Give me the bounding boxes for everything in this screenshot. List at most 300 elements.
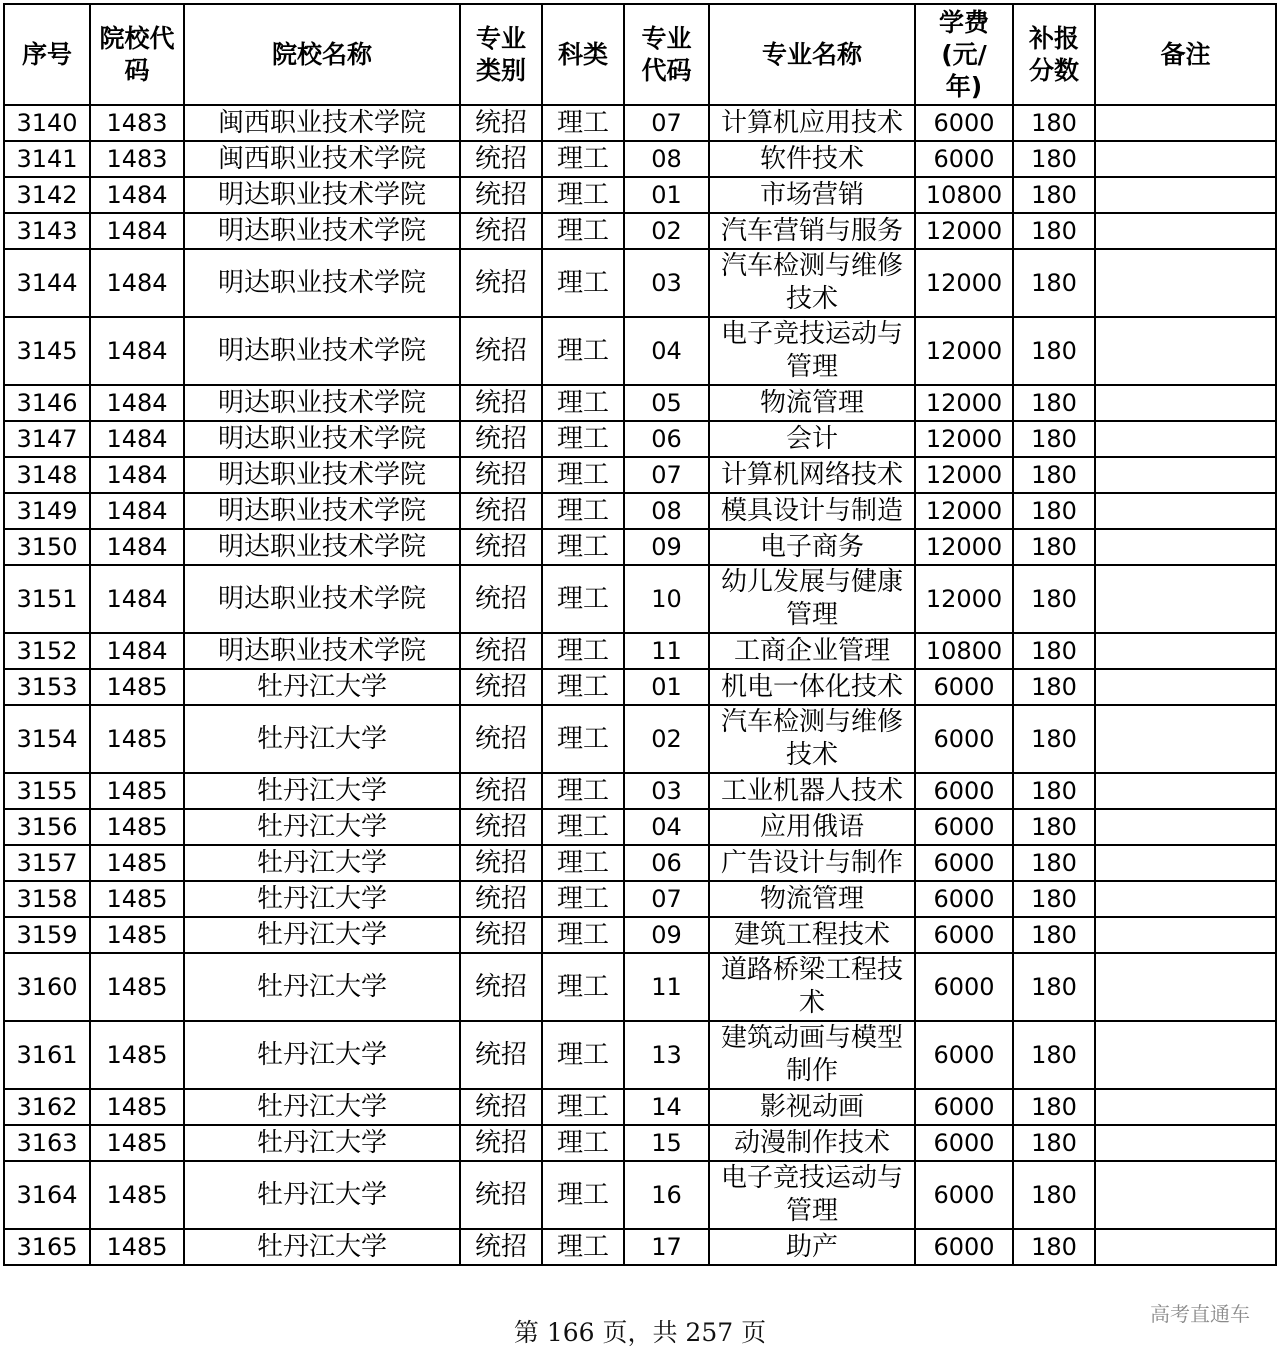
- subject-cell: 理工: [542, 845, 624, 881]
- note-cell: [1095, 1161, 1276, 1229]
- major-name-line: 管理: [785, 600, 838, 630]
- header-category: [460, 4, 542, 105]
- major-name-line: 技术: [785, 284, 838, 314]
- score-cell: 180: [1013, 1089, 1095, 1125]
- school-name-cell: 明达职业技术学院: [184, 421, 460, 457]
- tuition-cell: 6000: [915, 917, 1013, 953]
- category-cell: 统招: [460, 705, 542, 773]
- note-cell: [1095, 317, 1276, 385]
- tuition-cell: 6000: [915, 773, 1013, 809]
- school-name-cell: 明达职业技术学院: [184, 213, 460, 249]
- major-name-line: 计算机应用技术: [720, 107, 903, 138]
- major-code-cell: 04: [624, 317, 709, 385]
- category-cell: 统招: [460, 953, 542, 1021]
- table-row: [4, 773, 1276, 809]
- score-cell: 180: [1013, 917, 1095, 953]
- header-seq: 序号: [4, 4, 90, 105]
- major-name-cell: [709, 493, 915, 529]
- school-code-cell: 1484: [90, 457, 184, 493]
- table-row: [4, 1161, 1276, 1229]
- school-code-cell: 1484: [90, 249, 184, 317]
- major-name-line: 幼儿发展与健康: [720, 567, 903, 597]
- seq-cell: 3149: [4, 493, 90, 529]
- major-code-cell: 09: [624, 529, 709, 565]
- header-line: 学费: [938, 7, 989, 37]
- major-name-line: 应用俄语: [759, 811, 864, 842]
- tuition-cell: 12000: [915, 385, 1013, 421]
- major-name-line: 管理: [785, 352, 838, 382]
- subject-cell: 理工: [542, 1089, 624, 1125]
- major-name-cell: [709, 421, 915, 457]
- school-name-cell: 明达职业技术学院: [184, 177, 460, 213]
- table-row: [4, 493, 1276, 529]
- school-name-cell: 牡丹江大学: [184, 809, 460, 845]
- note-cell: [1095, 953, 1276, 1021]
- category-cell: 统招: [460, 457, 542, 493]
- major-name-line: 工业机器人技术: [720, 775, 903, 806]
- score-cell: 180: [1013, 845, 1095, 881]
- major-name-cell: [709, 565, 915, 633]
- subject-cell: 理工: [542, 565, 624, 633]
- tuition-cell: 6000: [915, 705, 1013, 773]
- seq-cell: 3160: [4, 953, 90, 1021]
- school-code-cell: 1485: [90, 1125, 184, 1161]
- major-name-line: 技术: [785, 740, 838, 770]
- seq-cell: 3157: [4, 845, 90, 881]
- category-cell: 统招: [460, 633, 542, 669]
- school-name-cell: 明达职业技术学院: [184, 493, 460, 529]
- header-line: 分数: [1028, 55, 1079, 85]
- major-name-line: 助产: [785, 1231, 838, 1262]
- score-cell: 180: [1013, 1229, 1095, 1265]
- subject-cell: 理工: [542, 457, 624, 493]
- seq-cell: 3150: [4, 529, 90, 565]
- table-row: [4, 565, 1276, 633]
- note-cell: [1095, 1125, 1276, 1161]
- school-name-cell: 明达职业技术学院: [184, 565, 460, 633]
- note-cell: [1095, 1229, 1276, 1265]
- school-name-cell: 明达职业技术学院: [184, 529, 460, 565]
- category-cell: 统招: [460, 317, 542, 385]
- seq-cell: 3155: [4, 773, 90, 809]
- major-code-cell: 17: [624, 1229, 709, 1265]
- tuition-cell: 6000: [915, 669, 1013, 705]
- major-name-line: 汽车检测与维修: [720, 707, 903, 737]
- table-row: [4, 917, 1276, 953]
- admissions-table: [3, 3, 1277, 1266]
- score-cell: 180: [1013, 105, 1095, 141]
- header-row: [4, 4, 1276, 105]
- major-name-cell: [709, 317, 915, 385]
- table-row: [4, 141, 1276, 177]
- seq-cell: 3140: [4, 105, 90, 141]
- major-code-cell: 08: [624, 493, 709, 529]
- header-line: 码: [124, 55, 150, 85]
- school-name-cell: 牡丹江大学: [184, 845, 460, 881]
- school-code-cell: 1485: [90, 669, 184, 705]
- subject-cell: 理工: [542, 1229, 624, 1265]
- header-line: 类别: [475, 55, 526, 85]
- category-cell: 统招: [460, 809, 542, 845]
- school-code-cell: 1484: [90, 493, 184, 529]
- subject-cell: 理工: [542, 809, 624, 845]
- school-code-cell: 1483: [90, 105, 184, 141]
- tuition-cell: 6000: [915, 809, 1013, 845]
- major-code-cell: 11: [624, 633, 709, 669]
- category-cell: 统招: [460, 845, 542, 881]
- school-code-cell: 1484: [90, 421, 184, 457]
- subject-cell: 理工: [542, 213, 624, 249]
- score-cell: 180: [1013, 633, 1095, 669]
- school-code-cell: 1484: [90, 317, 184, 385]
- seq-cell: 3163: [4, 1125, 90, 1161]
- header-line: (元/: [941, 39, 987, 69]
- school-code-cell: 1485: [90, 917, 184, 953]
- tuition-cell: 12000: [915, 317, 1013, 385]
- major-code-cell: 13: [624, 1021, 709, 1089]
- table-row: [4, 1229, 1276, 1265]
- score-cell: 180: [1013, 1161, 1095, 1229]
- seq-cell: 3156: [4, 809, 90, 845]
- school-code-cell: 1484: [90, 177, 184, 213]
- major-name-line: 动漫制作技术: [733, 1127, 890, 1158]
- score-cell: 180: [1013, 177, 1095, 213]
- header-score: [1013, 4, 1095, 105]
- school-name-cell: 牡丹江大学: [184, 953, 460, 1021]
- category-cell: 统招: [460, 1229, 542, 1265]
- seq-cell: 3144: [4, 249, 90, 317]
- table-row: [4, 421, 1276, 457]
- score-cell: 180: [1013, 457, 1095, 493]
- major-name-cell: [709, 177, 915, 213]
- major-code-cell: 06: [624, 845, 709, 881]
- header-line: 代码: [641, 55, 692, 85]
- table-row: [4, 213, 1276, 249]
- school-code-cell: 1484: [90, 529, 184, 565]
- school-name-cell: 闽西职业技术学院: [184, 105, 460, 141]
- table-row: [4, 953, 1276, 1021]
- subject-cell: 理工: [542, 669, 624, 705]
- header-major-code: [624, 4, 709, 105]
- score-cell: 180: [1013, 953, 1095, 1021]
- header-line: 补报: [1028, 23, 1079, 53]
- score-cell: 180: [1013, 529, 1095, 565]
- subject-cell: 理工: [542, 1021, 624, 1089]
- subject-cell: 理工: [542, 881, 624, 917]
- score-cell: 180: [1013, 881, 1095, 917]
- category-cell: 统招: [460, 1161, 542, 1229]
- school-code-cell: 1485: [90, 1161, 184, 1229]
- major-name-cell: [709, 1021, 915, 1089]
- note-cell: [1095, 773, 1276, 809]
- major-name-line: 市场营销: [759, 179, 864, 210]
- school-name-cell: 明达职业技术学院: [184, 249, 460, 317]
- score-cell: 180: [1013, 773, 1095, 809]
- table-row: [4, 317, 1276, 385]
- score-cell: 180: [1013, 669, 1095, 705]
- major-name-cell: [709, 917, 915, 953]
- category-cell: 统招: [460, 1021, 542, 1089]
- major-code-cell: 01: [624, 177, 709, 213]
- score-cell: 180: [1013, 249, 1095, 317]
- major-code-cell: 06: [624, 421, 709, 457]
- category-cell: 统招: [460, 177, 542, 213]
- major-name-line: 物流管理: [759, 387, 864, 418]
- seq-cell: 3151: [4, 565, 90, 633]
- tuition-cell: 12000: [915, 457, 1013, 493]
- school-code-cell: 1485: [90, 705, 184, 773]
- school-code-cell: 1485: [90, 1021, 184, 1089]
- tuition-cell: 12000: [915, 493, 1013, 529]
- table-row: [4, 529, 1276, 565]
- note-cell: [1095, 669, 1276, 705]
- subject-cell: 理工: [542, 421, 624, 457]
- major-name-cell: [709, 1089, 915, 1125]
- major-code-cell: 01: [624, 669, 709, 705]
- seq-cell: 3158: [4, 881, 90, 917]
- score-cell: 180: [1013, 1021, 1095, 1089]
- major-name-line: 电子竞技运动与: [720, 1163, 903, 1193]
- header-line: 专业: [475, 23, 526, 53]
- subject-cell: 理工: [542, 493, 624, 529]
- major-name-cell: [709, 881, 915, 917]
- subject-cell: 理工: [542, 773, 624, 809]
- seq-cell: 3148: [4, 457, 90, 493]
- header-line: 年): [945, 71, 983, 101]
- score-cell: 180: [1013, 1125, 1095, 1161]
- note-cell: [1095, 105, 1276, 141]
- note-cell: [1095, 493, 1276, 529]
- header-school-name: 院校名称: [184, 4, 460, 105]
- table-row: [4, 633, 1276, 669]
- major-name-line: 机电一体化技术: [720, 671, 903, 702]
- tuition-cell: 12000: [915, 529, 1013, 565]
- table-row: [4, 177, 1276, 213]
- major-code-cell: 04: [624, 809, 709, 845]
- header-note: 备注: [1095, 4, 1276, 105]
- school-code-cell: 1484: [90, 565, 184, 633]
- table-row: [4, 809, 1276, 845]
- subject-cell: 理工: [542, 529, 624, 565]
- school-name-cell: 牡丹江大学: [184, 881, 460, 917]
- note-cell: [1095, 845, 1276, 881]
- category-cell: 统招: [460, 213, 542, 249]
- table-row: [4, 845, 1276, 881]
- subject-cell: 理工: [542, 705, 624, 773]
- major-code-cell: 03: [624, 249, 709, 317]
- note-cell: [1095, 565, 1276, 633]
- school-name-cell: 闽西职业技术学院: [184, 141, 460, 177]
- score-cell: 180: [1013, 141, 1095, 177]
- note-cell: [1095, 385, 1276, 421]
- category-cell: 统招: [460, 421, 542, 457]
- school-name-cell: 牡丹江大学: [184, 669, 460, 705]
- tuition-cell: 6000: [915, 1021, 1013, 1089]
- header-tuition: [915, 4, 1013, 105]
- major-code-cell: 07: [624, 881, 709, 917]
- tuition-cell: 10800: [915, 633, 1013, 669]
- school-name-cell: 牡丹江大学: [184, 1021, 460, 1089]
- school-code-cell: 1485: [90, 773, 184, 809]
- page-number: 第 166 页，共 257 页: [513, 1318, 767, 1347]
- tuition-cell: 6000: [915, 1125, 1013, 1161]
- school-name-cell: 牡丹江大学: [184, 1229, 460, 1265]
- major-name-cell: [709, 773, 915, 809]
- major-name-cell: [709, 1229, 915, 1265]
- seq-cell: 3147: [4, 421, 90, 457]
- major-name-line: 物流管理: [759, 883, 864, 914]
- table-row: [4, 105, 1276, 141]
- category-cell: 统招: [460, 669, 542, 705]
- school-code-cell: 1485: [90, 953, 184, 1021]
- seq-cell: 3146: [4, 385, 90, 421]
- major-name-cell: [709, 457, 915, 493]
- table-row: [4, 1021, 1276, 1089]
- score-cell: 180: [1013, 565, 1095, 633]
- seq-cell: 3143: [4, 213, 90, 249]
- major-name-line: 计算机网络技术: [720, 459, 903, 490]
- category-cell: 统招: [460, 385, 542, 421]
- seq-cell: 3165: [4, 1229, 90, 1265]
- school-name-cell: 牡丹江大学: [184, 705, 460, 773]
- header-line: 专业: [641, 23, 692, 53]
- major-code-cell: 02: [624, 705, 709, 773]
- major-code-cell: 07: [624, 457, 709, 493]
- category-cell: 统招: [460, 1125, 542, 1161]
- major-code-cell: 03: [624, 773, 709, 809]
- school-name-cell: 明达职业技术学院: [184, 317, 460, 385]
- school-code-cell: 1484: [90, 385, 184, 421]
- category-cell: 统招: [460, 773, 542, 809]
- seq-cell: 3142: [4, 177, 90, 213]
- major-name-line: 建筑工程技术: [733, 919, 890, 950]
- school-code-cell: 1483: [90, 141, 184, 177]
- major-name-cell: [709, 705, 915, 773]
- seq-cell: 3154: [4, 705, 90, 773]
- tuition-cell: 6000: [915, 1161, 1013, 1229]
- school-code-cell: 1484: [90, 633, 184, 669]
- seq-cell: 3152: [4, 633, 90, 669]
- school-name-cell: 牡丹江大学: [184, 1125, 460, 1161]
- header-school-code: [90, 4, 184, 105]
- major-name-line: 术: [798, 988, 825, 1018]
- note-cell: [1095, 881, 1276, 917]
- major-name-line: 建筑动画与模型: [720, 1023, 903, 1053]
- major-name-cell: [709, 1161, 915, 1229]
- tuition-cell: 12000: [915, 421, 1013, 457]
- note-cell: [1095, 213, 1276, 249]
- category-cell: 统招: [460, 565, 542, 633]
- table-row: [4, 881, 1276, 917]
- subject-cell: 理工: [542, 953, 624, 1021]
- school-name-cell: 明达职业技术学院: [184, 457, 460, 493]
- tuition-cell: 6000: [915, 105, 1013, 141]
- score-cell: 180: [1013, 493, 1095, 529]
- table-row: [4, 1125, 1276, 1161]
- school-code-cell: 1485: [90, 881, 184, 917]
- note-cell: [1095, 633, 1276, 669]
- subject-cell: 理工: [542, 317, 624, 385]
- note-cell: [1095, 1089, 1276, 1125]
- note-cell: [1095, 457, 1276, 493]
- note-cell: [1095, 1021, 1276, 1089]
- score-cell: 180: [1013, 809, 1095, 845]
- major-code-cell: 10: [624, 565, 709, 633]
- major-name-line: 电子竞技运动与: [720, 319, 903, 349]
- seq-cell: 3153: [4, 669, 90, 705]
- school-name-cell: 牡丹江大学: [184, 1161, 460, 1229]
- major-name-cell: [709, 529, 915, 565]
- major-name-line: 管理: [785, 1196, 838, 1226]
- major-name-line: 汽车营销与服务: [720, 215, 903, 246]
- major-name-line: 会计: [785, 423, 838, 454]
- school-code-cell: 1484: [90, 213, 184, 249]
- tuition-cell: 12000: [915, 565, 1013, 633]
- category-cell: 统招: [460, 1089, 542, 1125]
- category-cell: 统招: [460, 881, 542, 917]
- major-name-line: 软件技术: [759, 143, 864, 174]
- subject-cell: 理工: [542, 385, 624, 421]
- school-name-cell: 牡丹江大学: [184, 773, 460, 809]
- major-name-line: 电子商务: [759, 531, 864, 562]
- tuition-cell: 12000: [915, 213, 1013, 249]
- major-name-line: 影视动画: [759, 1091, 864, 1122]
- subject-cell: 理工: [542, 1125, 624, 1161]
- major-name-cell: [709, 213, 915, 249]
- major-name-cell: [709, 633, 915, 669]
- seq-cell: 3159: [4, 917, 90, 953]
- category-cell: 统招: [460, 141, 542, 177]
- seq-cell: 3161: [4, 1021, 90, 1089]
- major-name-line: 制作: [785, 1056, 838, 1086]
- note-cell: [1095, 421, 1276, 457]
- seq-cell: 3164: [4, 1161, 90, 1229]
- subject-cell: 理工: [542, 249, 624, 317]
- major-name-cell: [709, 141, 915, 177]
- subject-cell: 理工: [542, 105, 624, 141]
- major-name-cell: [709, 249, 915, 317]
- school-name-cell: 明达职业技术学院: [184, 633, 460, 669]
- note-cell: [1095, 705, 1276, 773]
- category-cell: 统招: [460, 249, 542, 317]
- score-cell: 180: [1013, 213, 1095, 249]
- table-row: [4, 249, 1276, 317]
- subject-cell: 理工: [542, 177, 624, 213]
- major-name-cell: [709, 1125, 915, 1161]
- tuition-cell: 10800: [915, 177, 1013, 213]
- category-cell: 统招: [460, 105, 542, 141]
- score-cell: 180: [1013, 705, 1095, 773]
- subject-cell: 理工: [542, 917, 624, 953]
- category-cell: 统招: [460, 529, 542, 565]
- score-cell: 180: [1013, 317, 1095, 385]
- note-cell: [1095, 249, 1276, 317]
- school-name-cell: 牡丹江大学: [184, 1089, 460, 1125]
- subject-cell: 理工: [542, 633, 624, 669]
- table-row: [4, 457, 1276, 493]
- major-name-cell: [709, 105, 915, 141]
- major-name-line: 模具设计与制造: [720, 495, 903, 526]
- school-code-cell: 1485: [90, 1089, 184, 1125]
- major-name-cell: [709, 809, 915, 845]
- table-row: [4, 669, 1276, 705]
- major-name-line: 工商企业管理: [733, 635, 890, 666]
- major-name-line: 汽车检测与维修: [720, 251, 903, 281]
- major-name-cell: [709, 845, 915, 881]
- subject-cell: 理工: [542, 141, 624, 177]
- major-code-cell: 16: [624, 1161, 709, 1229]
- major-code-cell: 14: [624, 1089, 709, 1125]
